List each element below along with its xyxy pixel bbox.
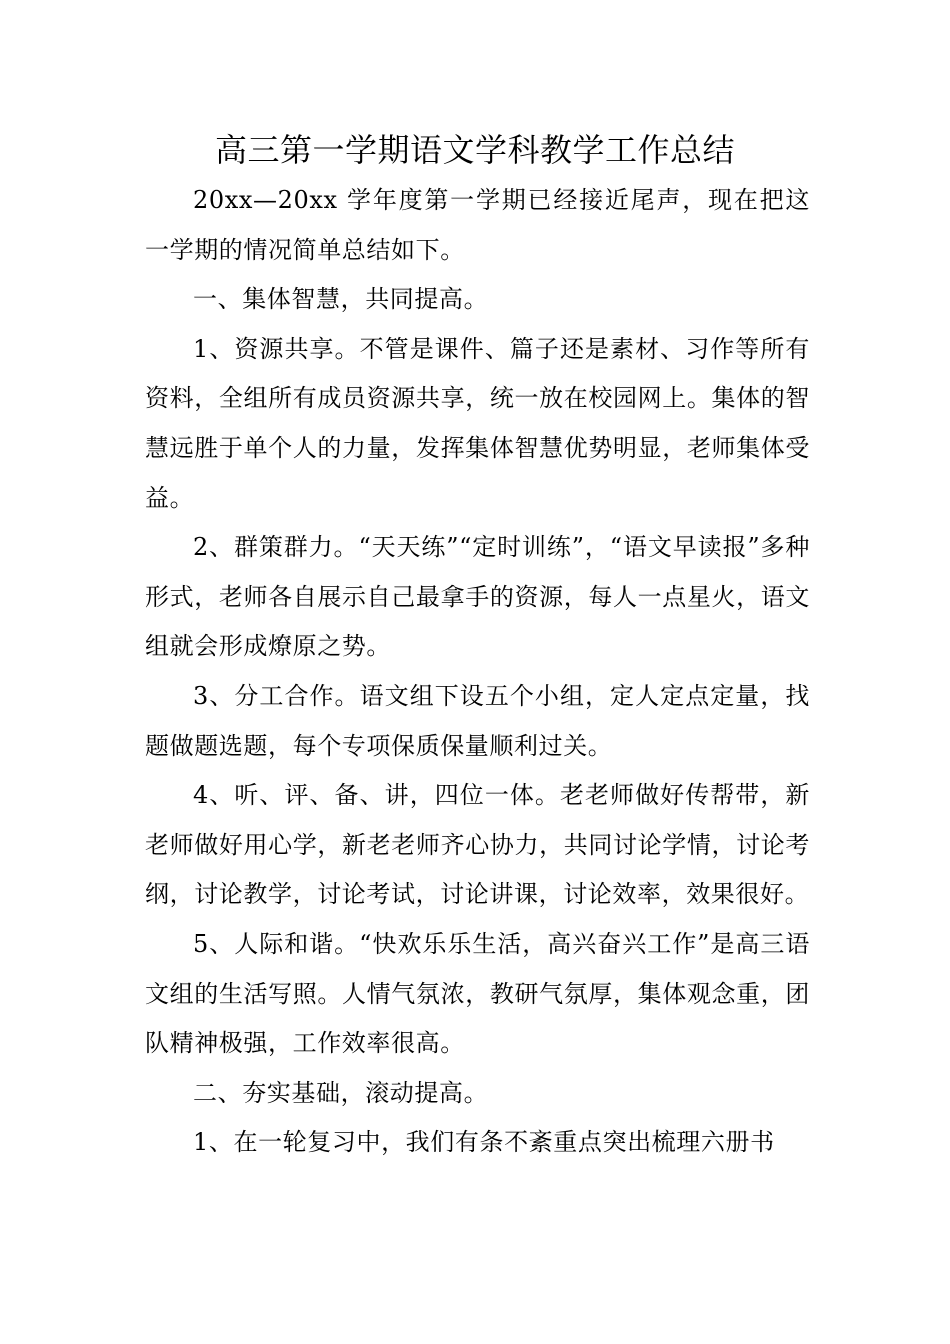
- paragraph-harmony: 5、人际和谐。“快欢乐乐生活，高兴奋兴工作”是高三语文组的生活写照。人情气氛浓，教研气氛厚，集体观念重，团队精神极强，工作效率很高。: [145, 929, 810, 1058]
- document-body: [145, 176, 810, 1168]
- paragraph-intro: 20xx—20xx 学年度第一学期已经接近尾声，现在把这一学期的情况简单总结如下。: [145, 186, 810, 264]
- paragraph-collective-effort: 2、群策群力。“天天练”“定时训练”，“语文早读报”多种形式，老师各自展示自己最拿手的资源，每人一点星火，语文组就会形成燎原之势。: [145, 533, 810, 661]
- section-heading-2: 二、夯实基础，滚动提高。: [193, 1078, 489, 1107]
- paragraph-four-in-one: 4、听、评、备、讲，四位一体。老老师做好传帮带，新老师做好用心学，新老老师齐心协力，共同讨论学情，讨论考纲，讨论教学，讨论考试，讨论讲课，讨论效率，效果很好。: [145, 781, 810, 909]
- paragraph-division-of-labor: 3、分工合作。语文组下设五个小组，定人定点定量，找题做题选题，每个专项保质保量顺利过关。: [145, 681, 810, 760]
- paragraph-resource-sharing: 1、资源共享。不管是课件、篇子还是素材、习作等所有资料，全组所有成员资源共享，统一放在校园网上。集体的智慧远胜于单个人的力量，发挥集体智慧优势明显，老师集体受益。: [145, 334, 810, 512]
- section-heading-1: 一、集体智慧，共同提高。: [193, 285, 489, 314]
- paragraph-first-review: 1、在一轮复习中，我们有条不紊重点突出梳理六册书: [193, 1128, 775, 1157]
- document-title: 高三第一学期语文学科教学工作总结: [214, 131, 735, 169]
